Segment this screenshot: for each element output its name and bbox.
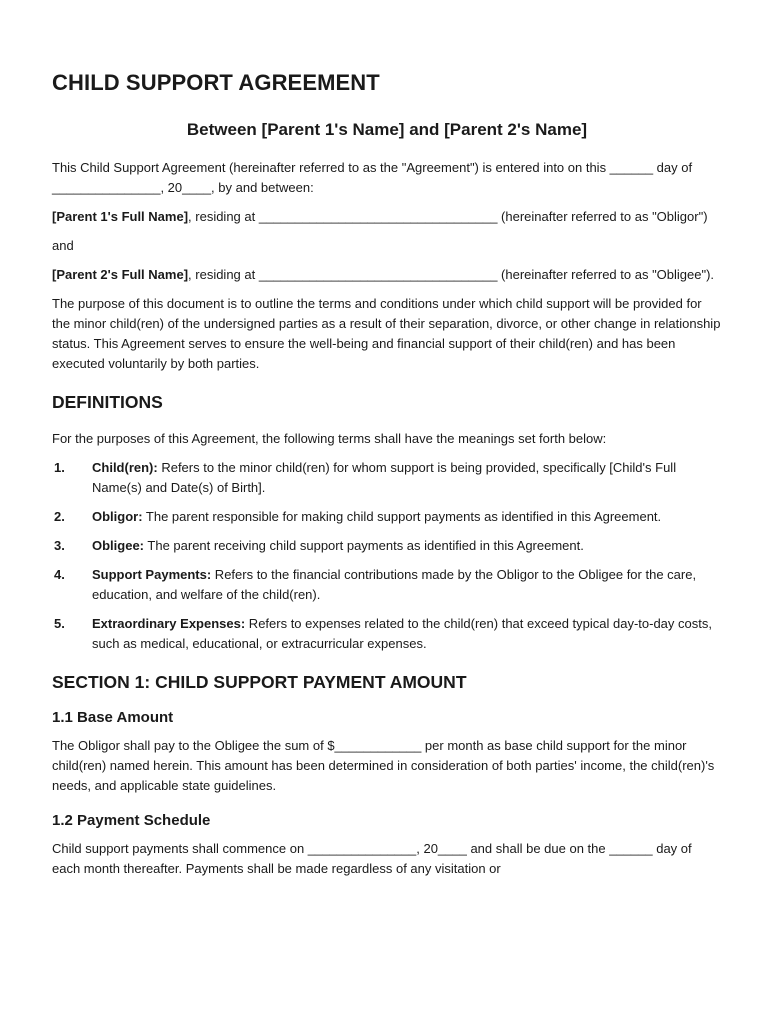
definitions-list [52,458,722,654]
list-item-number: 4. [54,567,65,582]
list-item-number: 1. [54,460,65,475]
list-item-text: The parent responsible for making child support payments as identified in this Agreement. [142,509,662,524]
list-item-term: Obligee: [92,538,145,553]
list-item-term: Extraordinary Expenses: [92,616,246,631]
list-item-text: Refers to expenses related to the child(ren) that exceed typical day-to-day costs, such as medical, educational, or extracurricular expenses. [92,616,712,651]
list-item [52,536,722,556]
base-amount-paragraph: The Obligor shall pay to the Obligee the sum of $____________ per month as base child support for the minor child(ren) named herein. This amount has been determined in consideration of both parties' income, the child(ren)'s needs, and applicable state guidelines. [52,738,715,793]
list-item [52,614,722,654]
list-item [52,565,722,605]
list-item-term: Child(ren): [92,460,158,475]
list-item-text: The parent receiving child support payments as identified in this Agreement. [144,538,584,553]
list-item-number: 3. [54,538,65,553]
list-item [52,458,722,498]
document-title: CHILD SUPPORT AGREEMENT [52,70,380,95]
parent1-paragraph [52,207,722,227]
payment-schedule-heading: 1.2 Payment Schedule [52,812,211,829]
document-subtitle: Between [Parent 1's Name] and [Parent 2's Name] [186,120,588,139]
list-item-text: Refers to the financial contributions made by the Obligor to the Obligee for the care, education, and welfare of the child(ren). [92,567,697,602]
intro-paragraph: This Child Support Agreement (hereinafter referred to as the "Agreement") is entered into on this ______ day of _______________, 20____, by and between: [52,160,693,195]
list-item-number: 5. [54,616,65,631]
list-item-number: 2. [54,509,65,524]
purpose-paragraph: The purpose of this document is to outline the terms and conditions under which child support will be provided for the minor child(ren) of the undersigned parties as a result of their separation, divorce, or other change in relationship status. This Agreement serves to ensure the well-being and financial support of their child(ren) and has been executed voluntarily by both parties. [52,296,721,371]
parent2-paragraph [52,265,722,285]
list-item [52,507,722,527]
parent2-text: , residing at _________________________________ (hereinafter referred to as "Obligee"). [188,267,715,282]
list-item-term: Support Payments: [92,567,212,582]
document-body [52,70,722,888]
section1-heading: SECTION 1: CHILD SUPPORT PAYMENT AMOUNT [52,672,467,692]
parent1-text: , residing at _________________________________ (hereinafter referred to as "Obligor") [188,209,708,224]
list-item-text: Refers to the minor child(ren) for whom support is being provided, specifically [Child's Full Name(s) and Date(s) of Birth]. [92,460,677,495]
parent2-name: [Parent 2's Full Name] [52,267,189,282]
payment-schedule-paragraph: Child support payments shall commence on _______________, 20____ and shall be due on the ______ day of each month thereafter. Payments shall be made regardless of any visitation or [52,841,692,876]
parent1-name: [Parent 1's Full Name] [52,209,189,224]
and-paragraph: and [52,238,74,253]
definitions-heading: DEFINITIONS [52,392,163,412]
definitions-intro: For the purposes of this Agreement, the following terms shall have the meanings set forth below: [52,431,607,446]
base-amount-heading: 1.1 Base Amount [52,709,174,726]
list-item-term: Obligor: [92,509,143,524]
